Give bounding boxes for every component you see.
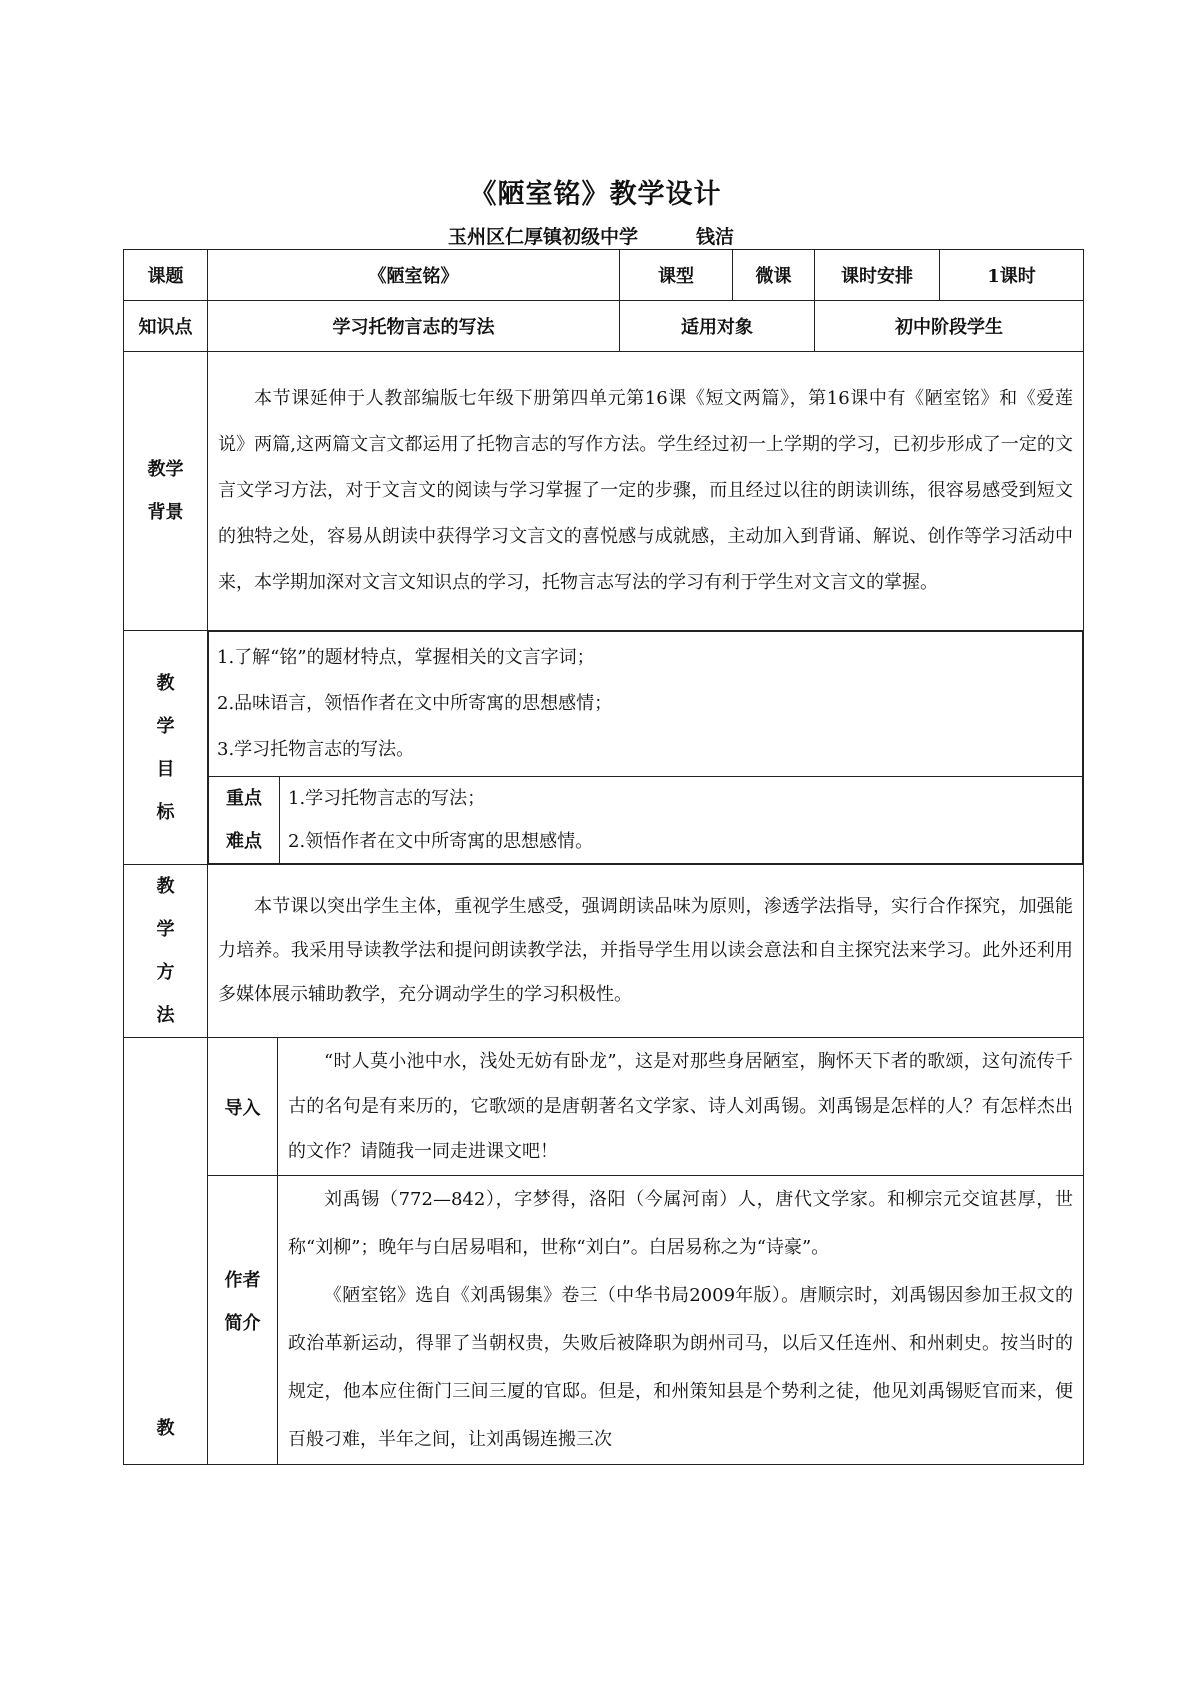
author-intro-para1: 刘禹锡（772—842），字梦得，洛阳（今属河南）人，唐代文学家。和柳宗元交谊甚厚，世称“刘柳”；晚年与白居易唱和，世称“刘白”。白居易称之为“诗豪”。 <box>288 1189 1073 1258</box>
document-subtitle <box>448 222 734 249</box>
key-points-row <box>209 777 1083 864</box>
intro-cell <box>278 1038 1084 1176</box>
objectives-list-row <box>209 632 1083 777</box>
method-label-char: 学 <box>156 919 175 940</box>
method-label-char: 教 <box>156 876 175 897</box>
background-text: 本节课延伸于人教部编版七年级下册第四单元第16课《短文两篇》，第16课中有《陋室铭》和《爱莲说》两篇,这两篇文言文都运用了托物言志的写作方法。学生经过初一上学期的学习，已初步形成了一定的文言文学习方法，对于文言文的阅读与学习掌握了一定的步骤，而且经过以往的朗读训练，很容易感受到短文的独特之处，容易从朗读中获得学习文言文的喜悦感与成就感，主动加入到背诵、解说、创作等学习活动中来，本学期加深对文言文知识点的学习，托物言志写法的学习有利于学生对文言文的掌握。 <box>218 388 1073 593</box>
lesson-plan-table <box>123 249 1084 1465</box>
objectives-label-char: 目 <box>156 758 175 780</box>
lesson-type-value: 微课 <box>733 250 815 301</box>
row-knowledge <box>124 301 1084 352</box>
row-author-intro <box>124 1176 1084 1465</box>
author-intro-para2: 《陋室铭》选自《刘禹锡集》卷三（中华书局2009年版）。唐顺宗时，刘禹锡因参加王叔文的政治革新运动，得罪了当朝权贵，失败后被降职为朗州司马，以后又任连州、和州刺史。按当时的规定，他本应住衙门三间三厦的官邸。但是，和州策知县是个势利之徒，他见刘禹锡贬官而来，便百般刁难，半年之间，让刘禹锡连搬三次 <box>288 1285 1073 1450</box>
background-label-line2: 背景 <box>147 502 184 523</box>
row-intro <box>124 1038 1084 1176</box>
author-name: 钱洁 <box>696 226 735 248</box>
objectives-label-char: 教 <box>156 672 175 694</box>
author-intro-cell <box>278 1176 1084 1465</box>
row-topic <box>124 250 1084 301</box>
objective-item: 1.了解“铭”的题材特点，掌握相关的文言字词； <box>217 647 595 668</box>
key-points-list <box>280 777 1083 864</box>
objectives-inner-table <box>208 631 1083 864</box>
process-label-char: 教 <box>156 1418 175 1439</box>
author-intro-label <box>208 1176 278 1465</box>
row-method <box>124 865 1084 1038</box>
intro-label: 导入 <box>208 1038 278 1176</box>
audience-label: 适用对象 <box>620 301 815 352</box>
row-background <box>124 352 1084 631</box>
audience-value: 初中阶段学生 <box>815 301 1084 352</box>
key-point-item: 2.领悟作者在文中所寄寓的思想感情。 <box>288 831 594 852</box>
method-text: 本节课以突出学生主体，重视学生感受，强调朗读品味为原则，渗透学法指导，实行合作探究，加强能力培养。我采用导读教学法和提问朗读教学法，并指导学生用以读会意法和自主探究法来学习。此外还利用多媒体展示辅助教学，充分调动学生的学习积极性。 <box>218 896 1073 1005</box>
schedule-value: 1课时 <box>940 250 1084 301</box>
lesson-type-label: 课型 <box>620 250 733 301</box>
objectives-label-char: 学 <box>156 715 175 737</box>
method-label-char: 方 <box>156 962 175 983</box>
key-points-label-line1: 重点 <box>226 788 262 809</box>
method-label-char: 法 <box>156 1005 175 1026</box>
background-label-line1: 教学 <box>147 459 184 480</box>
objective-item: 3.学习托物言志的写法。 <box>217 739 415 760</box>
topic-value: 《陋室铭》 <box>208 250 620 301</box>
key-point-item: 1.学习托物言志的写法； <box>288 788 486 809</box>
objectives-cell <box>208 631 1084 865</box>
author-intro-label-line1: 作者 <box>224 1270 261 1291</box>
key-points-label-line2: 难点 <box>226 831 262 852</box>
objectives-list <box>209 632 1083 777</box>
method-label <box>124 865 208 1038</box>
objectives-label-char: 标 <box>156 801 175 823</box>
background-label <box>124 352 208 631</box>
knowledge-label: 知识点 <box>124 301 208 352</box>
author-intro-label-line2: 简介 <box>224 1313 261 1334</box>
topic-label: 课题 <box>124 250 208 301</box>
process-label <box>124 1038 208 1465</box>
school-name: 玉州区仁厚镇初级中学 <box>448 226 639 248</box>
objectives-label <box>124 631 208 865</box>
row-objectives <box>124 631 1084 865</box>
intro-text: “时人莫小池中水，浅处无妨有卧龙”，这是对那些身居陋室，胸怀天下者的歌颂，这句流传千古的名句是有来历的，它歌颂的是唐朝著名文学家、诗人刘禹锡。刘禹锡是怎样的人？有怎样杰出的文作？请随我一同走进课文吧！ <box>288 1051 1073 1162</box>
method-cell <box>208 865 1084 1038</box>
background-cell <box>208 352 1084 631</box>
document-title: 《陋室铭》教学设计 <box>469 179 722 210</box>
schedule-label: 课时安排 <box>815 250 940 301</box>
knowledge-value: 学习托物言志的写法 <box>208 301 620 352</box>
key-points-label <box>209 777 280 864</box>
objective-item: 2.品味语言，领悟作者在文中所寄寓的思想感情； <box>217 693 613 714</box>
